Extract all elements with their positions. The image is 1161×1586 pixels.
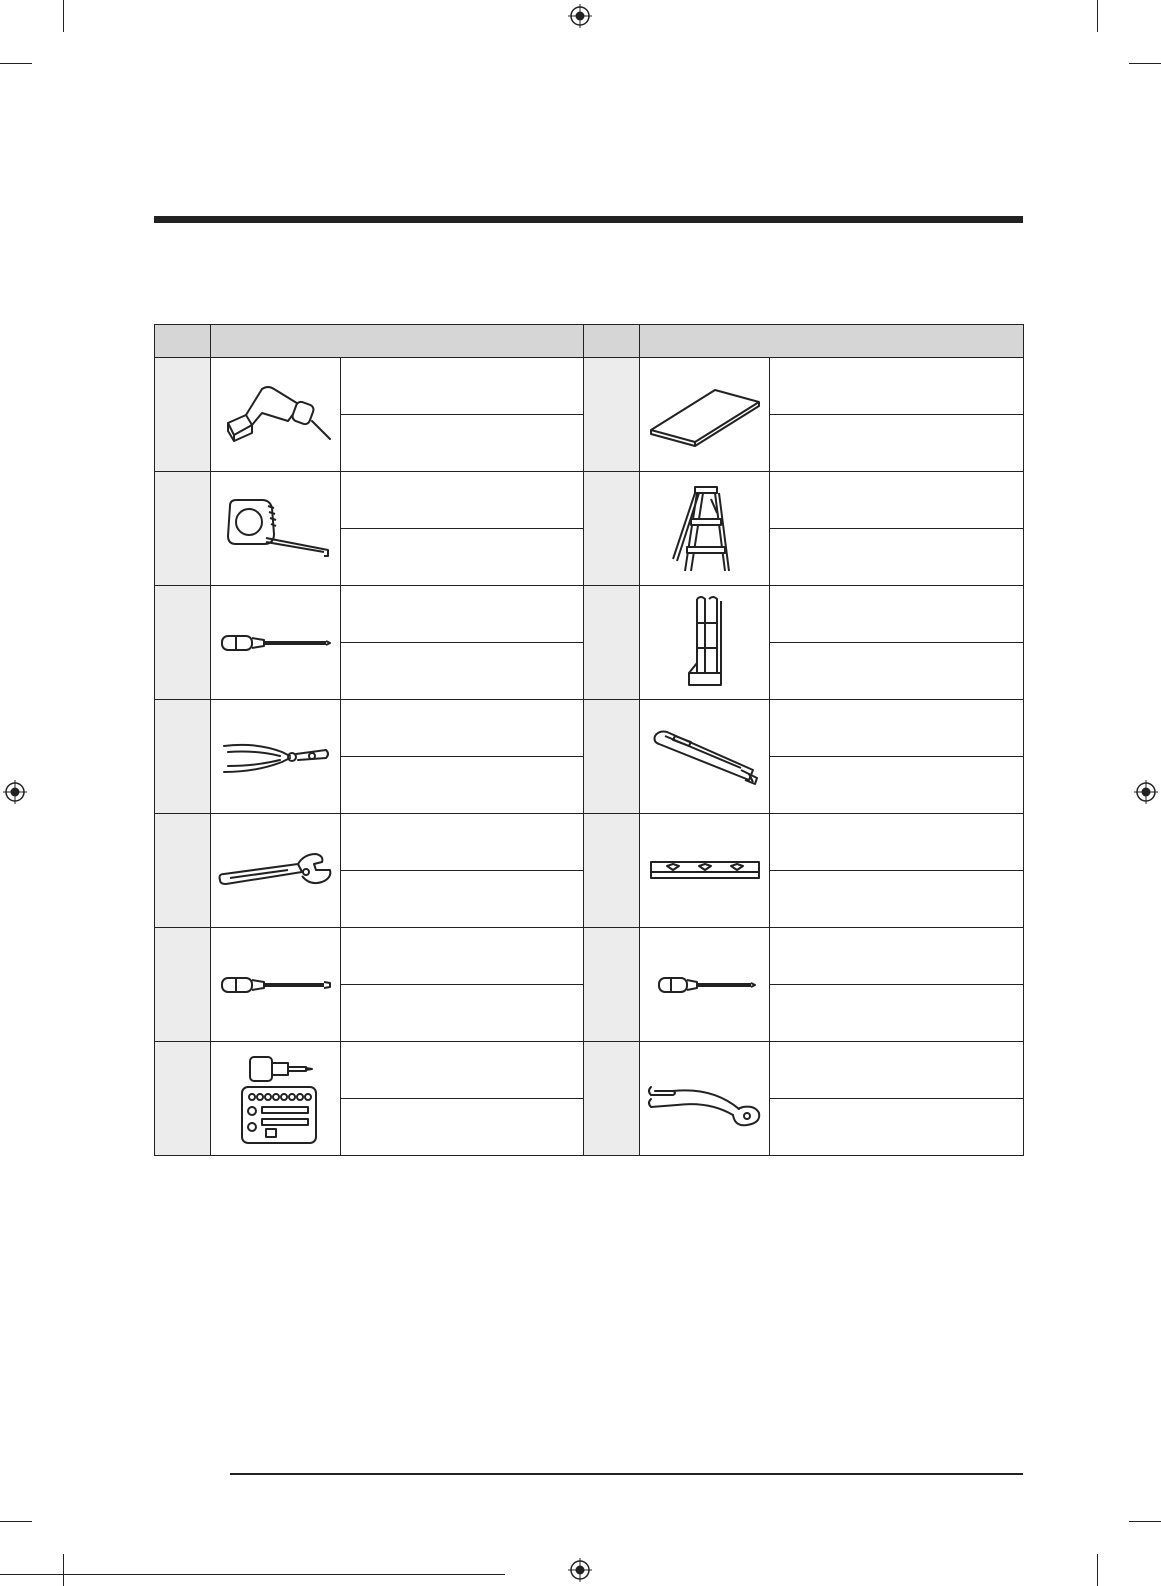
item-spec-cell xyxy=(770,643,1024,700)
item-name-cell xyxy=(341,358,584,415)
crop-mark-bottom-left-vertical xyxy=(63,1554,64,1586)
registration-mark-bottom-icon xyxy=(568,1558,592,1582)
item-number-cell xyxy=(155,1042,211,1156)
crop-mark-top-right-horizontal xyxy=(1129,63,1161,64)
crop-mark-top-left-horizontal xyxy=(0,63,32,64)
item-number-cell xyxy=(155,358,211,472)
item-name-cell xyxy=(770,586,1024,643)
item-image-cell xyxy=(211,586,341,700)
table-row xyxy=(155,472,1024,529)
item-name-cell xyxy=(770,1042,1024,1099)
torx-screwdriver-icon xyxy=(645,970,765,1000)
pliers-icon xyxy=(216,732,336,782)
registration-mark-right-icon xyxy=(1134,780,1158,804)
item-image-cell xyxy=(211,1042,341,1156)
item-spec-cell xyxy=(341,985,584,1042)
item-number-cell xyxy=(584,928,640,1042)
item-name-cell xyxy=(341,586,584,643)
item-number-cell xyxy=(584,1042,640,1156)
table-row xyxy=(155,928,1024,985)
item-spec-cell xyxy=(341,1099,584,1156)
item-spec-cell xyxy=(770,415,1024,472)
item-number-cell xyxy=(584,358,640,472)
registration-mark-left-icon xyxy=(3,780,27,804)
item-number-cell xyxy=(584,472,640,586)
item-number-cell xyxy=(155,814,211,928)
item-spec-cell xyxy=(341,871,584,928)
item-image-cell xyxy=(640,1042,770,1156)
crop-mark-bottom-right-vertical xyxy=(1097,1554,1098,1586)
item-spec-cell xyxy=(770,985,1024,1042)
table-row xyxy=(155,700,1024,757)
item-spec-cell xyxy=(770,871,1024,928)
table-row xyxy=(155,358,1024,415)
item-spec-cell xyxy=(770,529,1024,586)
socket-bit-set-icon xyxy=(226,1049,326,1149)
item-name-cell xyxy=(341,928,584,985)
item-image-cell xyxy=(211,358,341,472)
spirit-level-icon xyxy=(645,856,765,886)
item-name-cell xyxy=(341,814,584,871)
item-name-cell xyxy=(341,700,584,757)
item-number-cell xyxy=(584,700,640,814)
leveling-wrench-icon xyxy=(643,1069,767,1129)
item-image-cell xyxy=(640,928,770,1042)
crop-mark-top-left-vertical xyxy=(63,0,64,32)
item-name-cell xyxy=(770,814,1024,871)
crop-mark-bottom-left-horizontal xyxy=(0,1521,32,1522)
utility-knife-icon xyxy=(645,722,765,792)
table-row xyxy=(155,586,1024,643)
item-image-cell xyxy=(640,358,770,472)
header-item-cell-2 xyxy=(640,325,1024,358)
item-image-cell xyxy=(640,700,770,814)
crop-mark-bottom-right-horizontal xyxy=(1129,1521,1161,1522)
table-header-row xyxy=(155,325,1024,358)
item-image-cell xyxy=(640,814,770,928)
header-no-cell xyxy=(155,325,211,358)
item-name-cell xyxy=(770,358,1024,415)
print-slug-line xyxy=(0,1574,505,1575)
item-image-cell xyxy=(211,472,341,586)
item-spec-cell xyxy=(341,529,584,586)
table-row xyxy=(155,814,1024,871)
cardboard-sheet-icon xyxy=(645,380,765,450)
item-image-cell xyxy=(640,472,770,586)
item-image-cell xyxy=(211,700,341,814)
item-spec-cell xyxy=(770,757,1024,814)
footer-rule xyxy=(230,1473,1023,1475)
registration-mark-top-icon xyxy=(568,4,592,28)
item-number-cell xyxy=(155,700,211,814)
item-number-cell xyxy=(155,928,211,1042)
item-image-cell xyxy=(211,928,341,1042)
item-image-cell xyxy=(640,586,770,700)
cordless-drill-icon xyxy=(216,375,336,455)
section-title-rule xyxy=(154,216,1023,223)
item-name-cell xyxy=(770,472,1024,529)
required-tools-table xyxy=(154,324,1024,1156)
item-image-cell xyxy=(211,814,341,928)
header-item-cell xyxy=(211,325,584,358)
item-name-cell xyxy=(341,1042,584,1099)
crop-mark-top-right-vertical xyxy=(1097,0,1098,32)
item-spec-cell xyxy=(341,757,584,814)
item-number-cell xyxy=(584,586,640,700)
header-no-cell-2 xyxy=(584,325,640,358)
item-number-cell xyxy=(584,814,640,928)
hand-truck-icon xyxy=(675,593,735,693)
item-name-cell xyxy=(341,472,584,529)
item-spec-cell xyxy=(341,643,584,700)
table-row xyxy=(155,1042,1024,1099)
item-spec-cell xyxy=(341,415,584,472)
tape-measure-icon xyxy=(216,494,336,564)
stepladder-icon xyxy=(665,479,745,579)
item-number-cell xyxy=(155,472,211,586)
item-spec-cell xyxy=(770,1099,1024,1156)
item-name-cell xyxy=(770,700,1024,757)
flathead-screwdriver-icon xyxy=(216,970,336,1000)
item-name-cell xyxy=(770,928,1024,985)
phillips-screwdriver-icon xyxy=(216,628,336,658)
adjustable-wrench-icon xyxy=(214,846,338,896)
item-number-cell xyxy=(155,586,211,700)
